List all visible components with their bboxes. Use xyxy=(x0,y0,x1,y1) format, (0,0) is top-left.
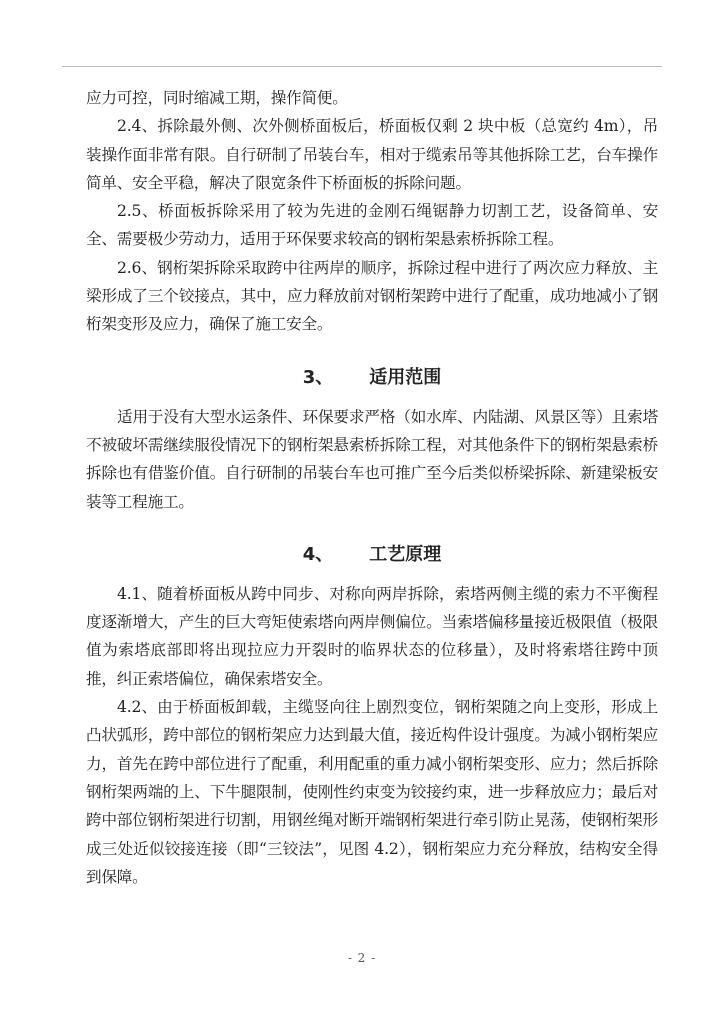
header-rule xyxy=(62,66,662,67)
paragraph-continuation: 应力可控，同时缩减工期，操作简便。 xyxy=(86,89,348,107)
paragraph-2-6: 2.6、钢桁架拆除采取跨中往两岸的顺序，拆除过程中进行了两次应力释放、主梁形成了三个铰接点，其中，应力释放前对钢桁架跨中进行了配重，成功地减小了钢桁架变形及应力，确保了施工安全。 xyxy=(86,258,658,334)
section-4-heading xyxy=(86,540,658,566)
section-3-heading xyxy=(86,363,658,389)
section-3-paragraph: 适用于没有大型水运条件、环保要求严格（如水库、内陆湖、风景区等）且索塔不被破坏需继续服役情况下的钢桁架悬索桥拆除工程，对其他条件下的钢桁架悬索桥拆除也有借鉴价值。自行研制的吊装台车也可推广至今后类似桥梁拆除、新建梁板安装等工程施工。 xyxy=(86,407,658,511)
page-content xyxy=(86,84,658,891)
section-3-number: 3、 xyxy=(302,366,334,388)
section-3-title: 适用范围 xyxy=(369,366,442,388)
paragraph-4-1: 4.1、随着桥面板从跨中同步、对称向两岸拆除，索塔两侧主缆的索力不平衡程度逐渐增大，产生的巨大弯矩使索塔向两岸侧偏位。当索塔偏移量接近极限值（极限值为索塔底部即将出现拉应力开裂时的临界状态的位移量），及时将索塔往跨中顶推，纠正索塔偏位，确保索塔安全。 xyxy=(86,584,658,688)
paragraph-4-2: 4.2、由于桥面板卸载，主缆竖向往上剧烈变位，钢桁架随之向上变形，形成上凸状弧形，跨中部位的钢桁架应力达到最大值，接近构件设计强度。为减小钢桁架应力，首先在跨中部位进行了配重，利用配重的重力减小钢桁架变形、应力；然后拆除钢桁架两端的上、下牛腿限制，使刚性约束变为铰接约束，进一步释放应力；最后对跨中部位钢桁架进行切割，用钢丝绳对断开端钢桁架进行牵引防止晃荡，使钢桁架形成三处近似铰接连接（即“三铰法”，见图 4.2），钢桁架应力充分释放，结构安全得到保障。 xyxy=(86,698,658,886)
section-4-number: 4、 xyxy=(302,543,334,565)
paragraph-2-5: 2.5、桥面板拆除采用了较为先进的金刚石绳锯静力切割工艺，设备简单、安全、需要极少劳动力，适用于环保要求较高的钢桁架悬索桥拆除工程。 xyxy=(86,202,658,249)
paragraph-2-4: 2.4、拆除最外侧、次外侧桥面板后，桥面板仅剩 2 块中板（总宽约 4m），吊装操作面非常有限。自行研制了吊装台车，相对于缆索吊等其他拆除工艺，台车操作简单、安全平稳，解决了限宽条件下桥面板的拆除问题。 xyxy=(86,117,658,192)
page-number: - 2 - xyxy=(347,951,377,965)
section-4-title: 工艺原理 xyxy=(369,543,442,565)
